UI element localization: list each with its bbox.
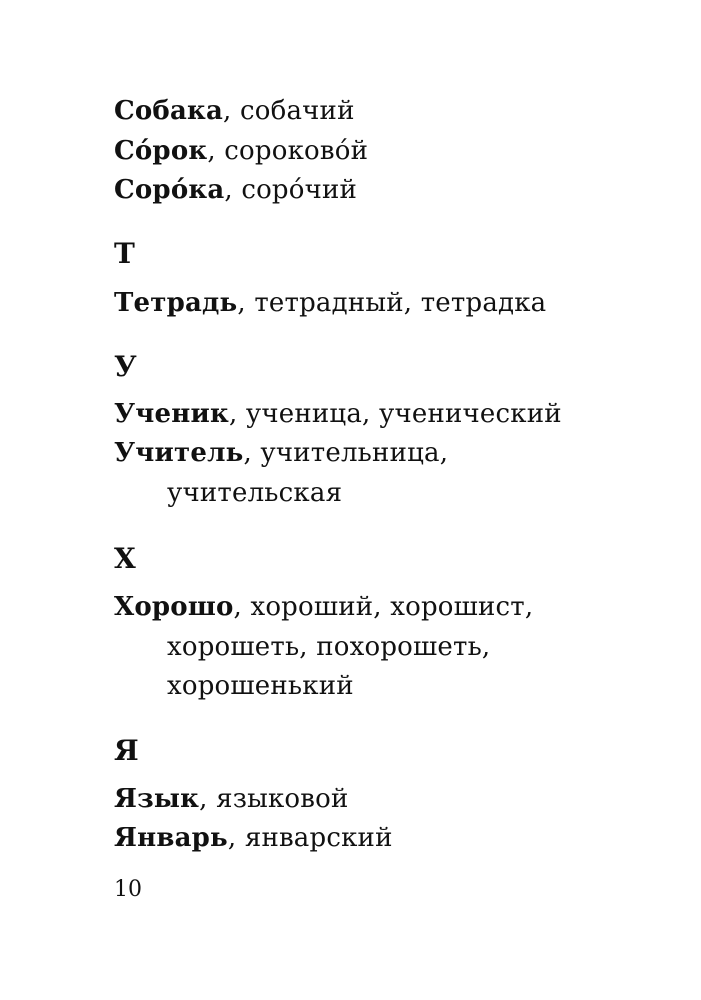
section-letter: Х [114, 542, 136, 575]
entry-headword: Со́рок [114, 136, 208, 166]
entry-headword: Собака [114, 96, 224, 126]
entry-forms: , январский [227, 823, 393, 853]
entry-forms: , сороково́й [207, 136, 369, 166]
entry-line [114, 784, 349, 814]
section-letter: Я [114, 734, 139, 767]
entry-continuation: хорошеть, похорошеть, [167, 632, 491, 662]
section-letter: Т [114, 237, 135, 270]
entry-line [114, 592, 533, 622]
entry-forms: , ученица, ученический [228, 399, 562, 429]
entry-line [114, 399, 562, 429]
entry-forms: , учительница, [243, 438, 449, 468]
entry-continuation: учительская [167, 478, 343, 508]
entry-line [114, 438, 448, 468]
entry-forms: , языковой [199, 784, 349, 814]
entry-headword: Январь [114, 823, 228, 853]
entry-headword: Тетрадь [114, 288, 238, 318]
entry-line [114, 823, 393, 853]
entry-forms: , соро́чий [224, 175, 358, 205]
entry-headword: Ученик [114, 399, 229, 429]
entry-forms: , собачий [223, 96, 355, 126]
entry-forms: , хороший, хорошист, [233, 592, 534, 622]
entry-line [114, 96, 355, 126]
entry-headword: Учитель [114, 438, 244, 468]
entry-headword: Язык [114, 784, 200, 814]
entry-headword: Хорошо [114, 592, 234, 622]
entry-headword: Соро́ка [114, 175, 225, 205]
page-number: 10 [114, 877, 142, 902]
entry-line [114, 136, 368, 166]
entry-line [114, 288, 546, 318]
entry-continuation: хорошенький [167, 671, 354, 701]
entry-forms: , тетрадный, тетрадка [237, 288, 547, 318]
section-letter: У [114, 350, 137, 383]
entry-line [114, 175, 357, 205]
